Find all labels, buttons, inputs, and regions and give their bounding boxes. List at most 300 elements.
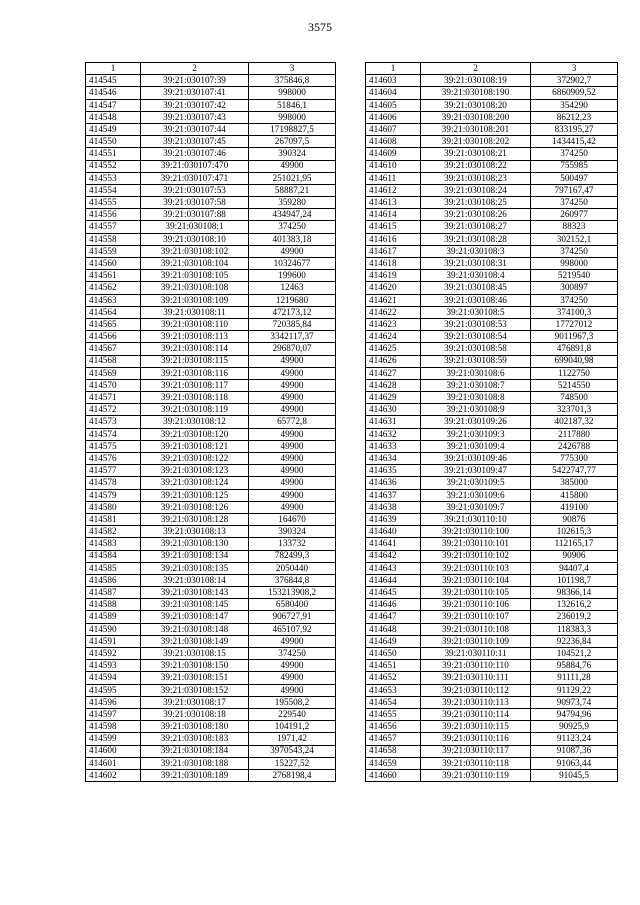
table-row bbox=[366, 379, 618, 391]
value-cell: 49900 bbox=[249, 392, 336, 404]
table-row bbox=[366, 428, 618, 440]
value-cell: 104191,2 bbox=[249, 721, 336, 733]
table-row bbox=[86, 428, 336, 440]
table-row bbox=[366, 513, 618, 525]
row-number-cell: 414631 bbox=[366, 416, 421, 428]
table-row bbox=[86, 136, 336, 148]
cadastral-number-cell: 39:21:030108:150 bbox=[141, 660, 249, 672]
cadastral-number-cell: 39:21:030108:109 bbox=[141, 294, 249, 306]
cadastral-number-cell: 39:21:030108:25 bbox=[421, 197, 531, 209]
row-number-cell: 414569 bbox=[86, 367, 141, 379]
cadastral-number-cell: 39:21:030108:19 bbox=[421, 75, 531, 87]
row-number-cell: 414655 bbox=[366, 708, 421, 720]
row-number-cell: 414659 bbox=[366, 757, 421, 769]
value-cell: 5214550 bbox=[531, 379, 618, 391]
cadastral-number-cell: 39:21:030109:46 bbox=[421, 453, 531, 465]
header-number: 1 bbox=[86, 63, 141, 75]
value-cell: 88323 bbox=[531, 221, 618, 233]
row-number-cell: 414567 bbox=[86, 343, 141, 355]
value-cell: 465107,92 bbox=[249, 623, 336, 635]
cadastral-number-cell: 39:21:030108:145 bbox=[141, 599, 249, 611]
table-row bbox=[86, 477, 336, 489]
table-row bbox=[366, 331, 618, 343]
row-number-cell: 414618 bbox=[366, 258, 421, 270]
value-cell: 476891,8 bbox=[531, 343, 618, 355]
value-cell: 833195,27 bbox=[531, 123, 618, 135]
value-cell: 101198,7 bbox=[531, 574, 618, 586]
cadastral-number-cell: 39:21:030108:27 bbox=[421, 221, 531, 233]
table-row bbox=[86, 343, 336, 355]
row-number-cell: 414583 bbox=[86, 538, 141, 550]
value-cell: 17727012 bbox=[531, 318, 618, 330]
row-number-cell: 414553 bbox=[86, 172, 141, 184]
table-row bbox=[366, 538, 618, 550]
cadastral-number-cell: 39:21:030108:7 bbox=[421, 379, 531, 391]
cadastral-number-cell: 39:21:030110:117 bbox=[421, 745, 531, 757]
row-number-cell: 414652 bbox=[366, 672, 421, 684]
value-cell: 2050440 bbox=[249, 562, 336, 574]
value-cell: 102615,3 bbox=[531, 526, 618, 538]
row-number-cell: 414551 bbox=[86, 148, 141, 160]
row-number-cell: 414549 bbox=[86, 123, 141, 135]
table-row bbox=[366, 611, 618, 623]
value-cell: 998000 bbox=[249, 111, 336, 123]
cadastral-number-cell: 39:21:030108:188 bbox=[141, 757, 249, 769]
cadastral-number-cell: 39:21:030110:10 bbox=[421, 513, 531, 525]
table-row bbox=[86, 148, 336, 160]
cadastral-number-cell: 39:21:030108:151 bbox=[141, 672, 249, 684]
cadastral-number-cell: 39:21:030109:47 bbox=[421, 465, 531, 477]
table-row bbox=[86, 708, 336, 720]
table-row bbox=[86, 258, 336, 270]
value-cell: 372902,7 bbox=[531, 75, 618, 87]
table-row bbox=[366, 660, 618, 672]
cadastral-number-cell: 39:21:030108:114 bbox=[141, 343, 249, 355]
value-cell: 49900 bbox=[249, 465, 336, 477]
value-cell: 90925,9 bbox=[531, 721, 618, 733]
cadastral-number-cell: 39:21:030109:6 bbox=[421, 489, 531, 501]
row-number-cell: 414586 bbox=[86, 574, 141, 586]
table-row bbox=[366, 721, 618, 733]
row-number-cell: 414658 bbox=[366, 745, 421, 757]
table-row bbox=[366, 136, 618, 148]
cadastral-number-cell: 39:21:030107:471 bbox=[141, 172, 249, 184]
table-row bbox=[366, 745, 618, 757]
row-number-cell: 414640 bbox=[366, 526, 421, 538]
cadastral-number-cell: 39:21:030108:115 bbox=[141, 355, 249, 367]
table-row bbox=[366, 221, 618, 233]
cadastral-number-cell: 39:21:030110:111 bbox=[421, 672, 531, 684]
row-number-cell: 414606 bbox=[366, 111, 421, 123]
value-cell: 49900 bbox=[249, 477, 336, 489]
table-row bbox=[366, 599, 618, 611]
table-row bbox=[366, 160, 618, 172]
value-cell: 91087,36 bbox=[531, 745, 618, 757]
left-table-body bbox=[86, 63, 336, 782]
cadastral-number-cell: 39:21:030108:190 bbox=[421, 87, 531, 99]
table-row bbox=[366, 99, 618, 111]
value-cell: 755985 bbox=[531, 160, 618, 172]
table-row bbox=[86, 160, 336, 172]
value-cell: 90876 bbox=[531, 513, 618, 525]
value-cell: 90973,74 bbox=[531, 696, 618, 708]
value-cell: 195508,2 bbox=[249, 696, 336, 708]
table-row bbox=[366, 684, 618, 696]
table-row bbox=[366, 562, 618, 574]
table-row bbox=[86, 355, 336, 367]
table-row bbox=[86, 599, 336, 611]
row-number-cell: 414624 bbox=[366, 331, 421, 343]
table-row bbox=[86, 221, 336, 233]
row-number-cell: 414623 bbox=[366, 318, 421, 330]
value-cell: 91129,22 bbox=[531, 684, 618, 696]
row-number-cell: 414570 bbox=[86, 379, 141, 391]
value-cell: 112165,17 bbox=[531, 538, 618, 550]
value-cell: 374250 bbox=[249, 648, 336, 660]
row-number-cell: 414656 bbox=[366, 721, 421, 733]
value-cell: 374100,3 bbox=[531, 306, 618, 318]
cadastral-number-cell: 39:21:030110:115 bbox=[421, 721, 531, 733]
table-row bbox=[86, 306, 336, 318]
table-row bbox=[86, 513, 336, 525]
row-number-cell: 414608 bbox=[366, 136, 421, 148]
table-row bbox=[366, 757, 618, 769]
row-number-cell: 414647 bbox=[366, 611, 421, 623]
table-row bbox=[86, 696, 336, 708]
table-row bbox=[366, 172, 618, 184]
cadastral-number-cell: 39:21:030107:43 bbox=[141, 111, 249, 123]
value-cell: 748500 bbox=[531, 392, 618, 404]
row-number-cell: 414642 bbox=[366, 550, 421, 562]
row-number-cell: 414610 bbox=[366, 160, 421, 172]
row-number-cell: 414644 bbox=[366, 574, 421, 586]
cadastral-number-cell: 39:21:030108:121 bbox=[141, 440, 249, 452]
table-row bbox=[366, 769, 618, 781]
value-cell: 906727,91 bbox=[249, 611, 336, 623]
table-row bbox=[366, 306, 618, 318]
value-cell: 374250 bbox=[531, 245, 618, 257]
cadastral-number-cell: 39:21:030108:102 bbox=[141, 245, 249, 257]
value-cell: 376844,8 bbox=[249, 574, 336, 586]
table-row bbox=[366, 123, 618, 135]
cadastral-number-cell: 39:21:030109:4 bbox=[421, 440, 531, 452]
value-cell: 1434415,42 bbox=[531, 136, 618, 148]
row-number-cell: 414638 bbox=[366, 501, 421, 513]
cadastral-number-cell: 39:21:030108:54 bbox=[421, 331, 531, 343]
table-row bbox=[366, 209, 618, 221]
cadastral-number-cell: 39:21:030108:1 bbox=[141, 221, 249, 233]
value-cell: 998000 bbox=[249, 87, 336, 99]
table-row bbox=[86, 75, 336, 87]
table-row bbox=[366, 587, 618, 599]
cadastral-number-cell: 39:21:030108:110 bbox=[141, 318, 249, 330]
value-cell: 91111,28 bbox=[531, 672, 618, 684]
cadastral-number-cell: 39:21:030110:104 bbox=[421, 574, 531, 586]
row-number-cell: 414637 bbox=[366, 489, 421, 501]
row-number-cell: 414564 bbox=[86, 306, 141, 318]
table-row bbox=[366, 355, 618, 367]
header-value: 3 bbox=[249, 63, 336, 75]
table-row bbox=[86, 245, 336, 257]
row-number-cell: 414625 bbox=[366, 343, 421, 355]
row-number-cell: 414634 bbox=[366, 453, 421, 465]
table-row bbox=[86, 635, 336, 647]
cadastral-number-cell: 39:21:030108:118 bbox=[141, 392, 249, 404]
table-row bbox=[86, 379, 336, 391]
row-number-cell: 414649 bbox=[366, 635, 421, 647]
table-row bbox=[86, 672, 336, 684]
row-number-cell: 414605 bbox=[366, 99, 421, 111]
value-cell: 49900 bbox=[249, 367, 336, 379]
value-cell: 500497 bbox=[531, 172, 618, 184]
row-number-cell: 414633 bbox=[366, 440, 421, 452]
cadastral-number-cell: 39:21:030108:130 bbox=[141, 538, 249, 550]
value-cell: 797167,47 bbox=[531, 184, 618, 196]
row-number-cell: 414603 bbox=[366, 75, 421, 87]
row-number-cell: 414574 bbox=[86, 428, 141, 440]
value-cell: 3342117,37 bbox=[249, 331, 336, 343]
row-number-cell: 414584 bbox=[86, 550, 141, 562]
value-cell: 12463 bbox=[249, 282, 336, 294]
value-cell: 375846,8 bbox=[249, 75, 336, 87]
value-cell: 49900 bbox=[249, 501, 336, 513]
value-cell: 49900 bbox=[249, 404, 336, 416]
cadastral-number-cell: 39:21:030108:26 bbox=[421, 209, 531, 221]
row-number-cell: 414571 bbox=[86, 392, 141, 404]
table-row bbox=[366, 550, 618, 562]
cadastral-number-cell: 39:21:030110:11 bbox=[421, 648, 531, 660]
row-number-cell: 414561 bbox=[86, 270, 141, 282]
cadastral-number-cell: 39:21:030108:46 bbox=[421, 294, 531, 306]
row-number-cell: 414558 bbox=[86, 233, 141, 245]
table-row bbox=[86, 172, 336, 184]
row-number-cell: 414546 bbox=[86, 87, 141, 99]
cadastral-number-cell: 39:21:030108:147 bbox=[141, 611, 249, 623]
cadastral-number-cell: 39:21:030108:14 bbox=[141, 574, 249, 586]
value-cell: 94794,96 bbox=[531, 708, 618, 720]
row-number-cell: 414575 bbox=[86, 440, 141, 452]
cadastral-number-cell: 39:21:030107:53 bbox=[141, 184, 249, 196]
value-cell: 118383,3 bbox=[531, 623, 618, 635]
value-cell: 434947,24 bbox=[249, 209, 336, 221]
row-number-cell: 414572 bbox=[86, 404, 141, 416]
value-cell: 91123,24 bbox=[531, 733, 618, 745]
table-row bbox=[86, 197, 336, 209]
row-number-cell: 414600 bbox=[86, 745, 141, 757]
cadastral-number-cell: 39:21:030110:107 bbox=[421, 611, 531, 623]
cadastral-number-cell: 39:21:030108:10 bbox=[141, 233, 249, 245]
cadastral-number-cell: 39:21:030108:119 bbox=[141, 404, 249, 416]
cadastral-number-cell: 39:21:030108:200 bbox=[421, 111, 531, 123]
row-number-cell: 414560 bbox=[86, 258, 141, 270]
row-number-cell: 414566 bbox=[86, 331, 141, 343]
cadastral-number-cell: 39:21:030108:184 bbox=[141, 745, 249, 757]
row-number-cell: 414577 bbox=[86, 465, 141, 477]
table-row bbox=[86, 453, 336, 465]
value-cell: 323701,3 bbox=[531, 404, 618, 416]
value-cell: 49900 bbox=[249, 440, 336, 452]
cadastral-number-cell: 39:21:030108:143 bbox=[141, 587, 249, 599]
value-cell: 1971,42 bbox=[249, 733, 336, 745]
row-number-cell: 414579 bbox=[86, 489, 141, 501]
header-number: 1 bbox=[366, 63, 421, 75]
cadastral-number-cell: 39:21:030108:120 bbox=[141, 428, 249, 440]
table-row bbox=[86, 270, 336, 282]
table-row bbox=[86, 623, 336, 635]
value-cell: 91045,5 bbox=[531, 769, 618, 781]
cadastral-number-cell: 39:21:030110:106 bbox=[421, 599, 531, 611]
cadastral-number-cell: 39:21:030108:17 bbox=[141, 696, 249, 708]
table-row bbox=[366, 696, 618, 708]
row-number-cell: 414585 bbox=[86, 562, 141, 574]
value-cell: 49900 bbox=[249, 672, 336, 684]
cadastral-number-cell: 39:21:030108:9 bbox=[421, 404, 531, 416]
value-cell: 359280 bbox=[249, 197, 336, 209]
value-cell: 199600 bbox=[249, 270, 336, 282]
cadastral-number-cell: 39:21:030110:113 bbox=[421, 696, 531, 708]
cadastral-number-cell: 39:21:030110:118 bbox=[421, 757, 531, 769]
table-row bbox=[86, 721, 336, 733]
cadastral-number-cell: 39:21:030108:6 bbox=[421, 367, 531, 379]
cadastral-number-cell: 39:21:030108:58 bbox=[421, 343, 531, 355]
row-number-cell: 414547 bbox=[86, 99, 141, 111]
cadastral-number-cell: 39:21:030108:126 bbox=[141, 501, 249, 513]
row-number-cell: 414548 bbox=[86, 111, 141, 123]
cadastral-number-cell: 39:21:030108:108 bbox=[141, 282, 249, 294]
table-row bbox=[366, 197, 618, 209]
row-number-cell: 414590 bbox=[86, 623, 141, 635]
left-register-table bbox=[85, 62, 336, 782]
row-number-cell: 414614 bbox=[366, 209, 421, 221]
row-number-cell: 414588 bbox=[86, 599, 141, 611]
row-number-cell: 414643 bbox=[366, 562, 421, 574]
cadastral-number-cell: 39:21:030110:108 bbox=[421, 623, 531, 635]
table-row bbox=[86, 99, 336, 111]
cadastral-number-cell: 39:21:030110:116 bbox=[421, 733, 531, 745]
table-row bbox=[366, 233, 618, 245]
row-number-cell: 414627 bbox=[366, 367, 421, 379]
cadastral-number-cell: 39:21:030108:45 bbox=[421, 282, 531, 294]
table-row bbox=[86, 367, 336, 379]
table-row bbox=[366, 648, 618, 660]
cadastral-number-cell: 39:21:030109:5 bbox=[421, 477, 531, 489]
cadastral-number-cell: 39:21:030108:11 bbox=[141, 306, 249, 318]
cadastral-number-cell: 39:21:030108:28 bbox=[421, 233, 531, 245]
cadastral-number-cell: 39:21:030108:5 bbox=[421, 306, 531, 318]
value-cell: 385000 bbox=[531, 477, 618, 489]
cadastral-number-cell: 39:21:030108:149 bbox=[141, 635, 249, 647]
table-row bbox=[366, 623, 618, 635]
cadastral-number-cell: 39:21:030108:20 bbox=[421, 99, 531, 111]
table-row bbox=[366, 635, 618, 647]
cadastral-number-cell: 39:21:030108:15 bbox=[141, 648, 249, 660]
row-number-cell: 414651 bbox=[366, 660, 421, 672]
cadastral-number-cell: 39:21:030108:202 bbox=[421, 136, 531, 148]
value-cell: 90906 bbox=[531, 550, 618, 562]
row-number-cell: 414582 bbox=[86, 526, 141, 538]
table-row bbox=[366, 75, 618, 87]
value-cell: 402187,32 bbox=[531, 416, 618, 428]
row-number-cell: 414597 bbox=[86, 708, 141, 720]
right-table-body bbox=[366, 63, 618, 782]
cadastral-number-cell: 39:21:030108:104 bbox=[141, 258, 249, 270]
cadastral-number-cell: 39:21:030108:117 bbox=[141, 379, 249, 391]
table-row bbox=[86, 331, 336, 343]
table-row bbox=[366, 733, 618, 745]
table-header-row bbox=[86, 63, 336, 75]
table-row bbox=[86, 526, 336, 538]
table-row bbox=[366, 343, 618, 355]
row-number-cell: 414629 bbox=[366, 392, 421, 404]
row-number-cell: 414615 bbox=[366, 221, 421, 233]
cadastral-number-cell: 39:21:030108:116 bbox=[141, 367, 249, 379]
table-row bbox=[86, 684, 336, 696]
table-row bbox=[366, 367, 618, 379]
table-row bbox=[86, 440, 336, 452]
value-cell: 2117880 bbox=[531, 428, 618, 440]
table-row bbox=[366, 270, 618, 282]
table-row bbox=[86, 465, 336, 477]
header-value: 3 bbox=[531, 63, 618, 75]
row-number-cell: 414568 bbox=[86, 355, 141, 367]
value-cell: 49900 bbox=[249, 660, 336, 672]
table-row bbox=[86, 209, 336, 221]
cadastral-number-cell: 39:21:030108:53 bbox=[421, 318, 531, 330]
row-number-cell: 414557 bbox=[86, 221, 141, 233]
table-row bbox=[86, 648, 336, 660]
table-header-row bbox=[366, 63, 618, 75]
cadastral-number-cell: 39:21:030108:134 bbox=[141, 550, 249, 562]
cadastral-number-cell: 39:21:030110:103 bbox=[421, 562, 531, 574]
value-cell: 401383,18 bbox=[249, 233, 336, 245]
row-number-cell: 414621 bbox=[366, 294, 421, 306]
row-number-cell: 414545 bbox=[86, 75, 141, 87]
row-number-cell: 414598 bbox=[86, 721, 141, 733]
cadastral-number-cell: 39:21:030110:110 bbox=[421, 660, 531, 672]
value-cell: 1219680 bbox=[249, 294, 336, 306]
value-cell: 98366,14 bbox=[531, 587, 618, 599]
row-number-cell: 414612 bbox=[366, 184, 421, 196]
cadastral-number-cell: 39:21:030108:22 bbox=[421, 160, 531, 172]
table-row bbox=[86, 611, 336, 623]
row-number-cell: 414660 bbox=[366, 769, 421, 781]
table-row bbox=[366, 465, 618, 477]
cadastral-number-cell: 39:21:030107:88 bbox=[141, 209, 249, 221]
row-number-cell: 414650 bbox=[366, 648, 421, 660]
value-cell: 58887,21 bbox=[249, 184, 336, 196]
right-register-table bbox=[365, 62, 618, 782]
value-cell: 153213908,2 bbox=[249, 587, 336, 599]
row-number-cell: 414565 bbox=[86, 318, 141, 330]
table-row bbox=[86, 660, 336, 672]
row-number-cell: 414556 bbox=[86, 209, 141, 221]
cadastral-number-cell: 39:21:030109:3 bbox=[421, 428, 531, 440]
table-row bbox=[86, 550, 336, 562]
value-cell: 390324 bbox=[249, 148, 336, 160]
value-cell: 251021,95 bbox=[249, 172, 336, 184]
value-cell: 164670 bbox=[249, 513, 336, 525]
table-row bbox=[86, 404, 336, 416]
value-cell: 720385,84 bbox=[249, 318, 336, 330]
value-cell: 91063,44 bbox=[531, 757, 618, 769]
value-cell: 374250 bbox=[249, 221, 336, 233]
value-cell: 49900 bbox=[249, 635, 336, 647]
value-cell: 1122750 bbox=[531, 367, 618, 379]
table-row bbox=[86, 769, 336, 781]
row-number-cell: 414657 bbox=[366, 733, 421, 745]
value-cell: 267097,5 bbox=[249, 136, 336, 148]
row-number-cell: 414620 bbox=[366, 282, 421, 294]
